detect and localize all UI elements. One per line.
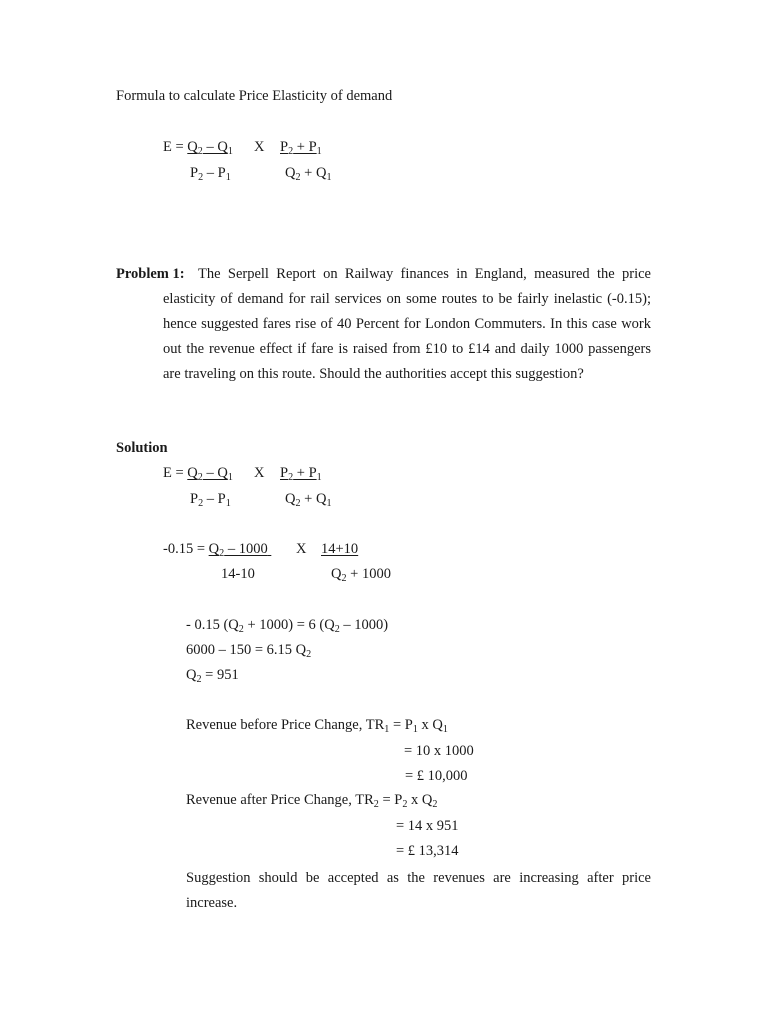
revenue-after-calc: = 14 x 951: [396, 818, 459, 834]
substitution-denominator-2: $Q_2 + 1000$: [331, 566, 391, 584]
formula-numerator-q: $Q_2 - Q_1$: [187, 139, 233, 157]
formula-lhs: E =: [163, 139, 184, 155]
revenue-before-calc: = 10 x 1000: [404, 743, 474, 759]
solution-formula-denominator-q: $Q_2 + Q_1$: [285, 491, 332, 509]
formula-denominator-p: $P_2 - P_1$: [190, 165, 231, 183]
solution-formula-times: X: [254, 465, 265, 481]
problem-label: Problem 1:: [116, 266, 185, 282]
solution-formula-numerator-p: $P_2 + P_1$: [280, 465, 322, 483]
solution-heading: Solution: [116, 440, 168, 456]
solution-formula-numerator-row: $E = Q_2 - Q_1$: [163, 465, 233, 483]
formula-denominator-q: $Q_2 + Q_1$: [285, 165, 332, 183]
substitution-times: X: [296, 541, 307, 557]
substitution-numerator-2: 14+10: [321, 541, 359, 557]
step-1: - 0.15 $(Q_2 + 1000) = 6$ $(Q_2 - 1000)$: [186, 617, 389, 635]
step-3: $Q_2 = 951$: [186, 667, 239, 685]
conclusion-paragraph: Suggestion should be accepted as the revenues are increasing after price increase.: [186, 870, 651, 911]
substitution-numerator-row: $-0.15 = Q_2 - 1000$: [163, 541, 268, 559]
revenue-after-total: = £ 13,314: [396, 843, 459, 859]
step-2: 6000 – 150 = 6.15 $Q_2$: [186, 642, 312, 660]
revenue-before-line: Revenue before Price Change, $TR_1 = P_1$ x $Q_1$: [186, 717, 448, 735]
substitution-denominator-1: 14-10: [221, 566, 255, 582]
formula-times: X: [254, 139, 265, 155]
revenue-before-total: = £ 10,000: [405, 768, 468, 784]
revenue-after-line: Revenue after Price Change, $TR_2 = P_2$ x $Q_2$: [186, 792, 438, 810]
formula-numerator-p: $P_2 + P_1$: [280, 139, 322, 157]
intro-title: Formula to calculate Price Elasticity of demand: [116, 88, 393, 104]
formula-numerator-row: [163, 139, 233, 156]
problem-text: The Serpell Report on Railway finances in England, measured the price elasticity of demand for rail services on some routes to be fairly inelastic (-0.15); hence suggested fares rise of 40 Percent for London Commuters. In this case work out the revenue effect if fare is raised from £10 to £14 and daily 1000 passengers are traveling on this route. Should the authorities accept this suggestion?: [163, 266, 651, 382]
problem-paragraph: [116, 262, 651, 387]
solution-formula-denominator-p: $P_2 - P_1$: [190, 491, 231, 509]
